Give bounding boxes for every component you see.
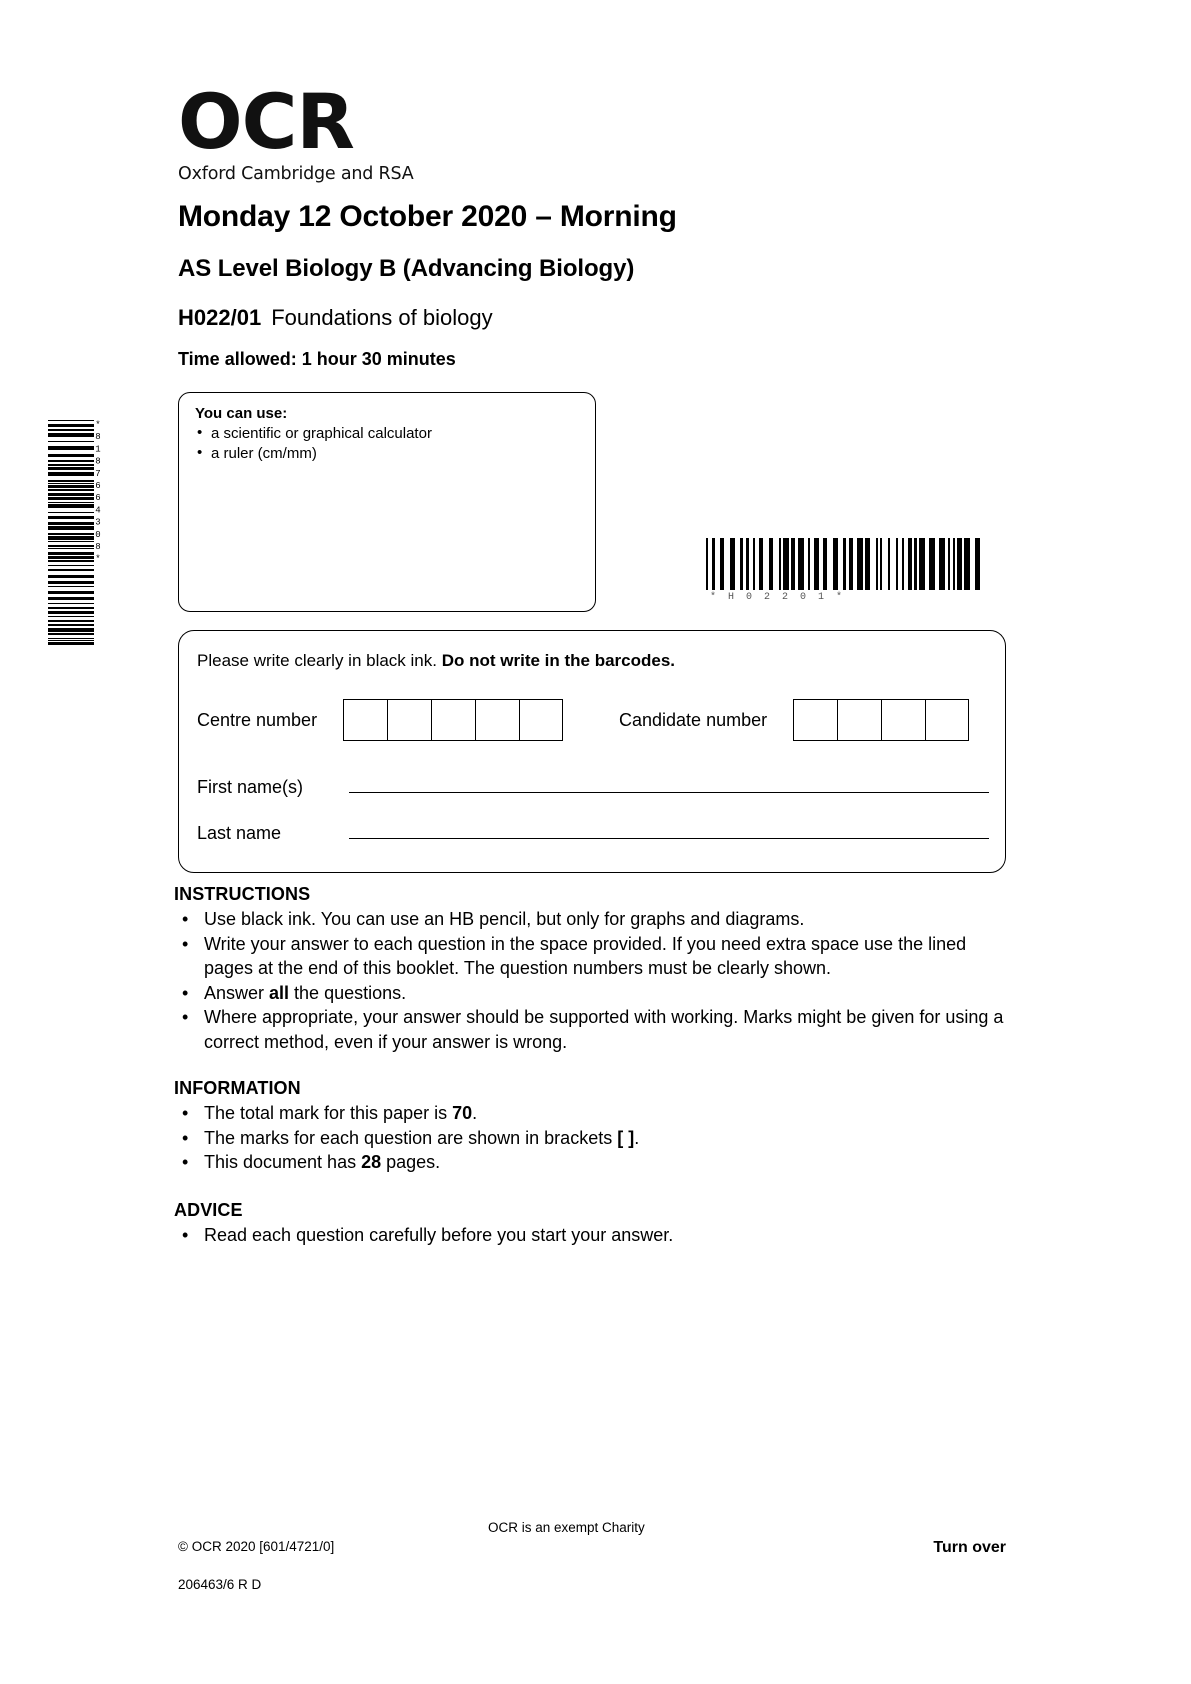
advice-heading: ADVICE bbox=[174, 1200, 243, 1220]
candidate-note-plain: Please write clearly in black ink. bbox=[197, 651, 442, 670]
information-section bbox=[174, 1078, 1004, 1175]
ocr-logo-mark: OCR bbox=[178, 77, 354, 166]
instructions-list bbox=[174, 907, 1004, 1054]
list-item: • Read each question carefully before you start your answer. bbox=[174, 1223, 1004, 1248]
list-item: • The total mark for this paper is 70. bbox=[174, 1101, 1004, 1126]
you-can-use-list bbox=[195, 424, 579, 464]
first-name-label: First name(s) bbox=[197, 777, 304, 797]
instructions-section bbox=[174, 884, 1004, 1054]
list-item: • Use black ink. You can use an HB pencil, but only for graphs and diagrams. bbox=[174, 907, 1004, 932]
digit-cell[interactable] bbox=[519, 699, 563, 741]
side-barcode-text: *8187664308* bbox=[93, 420, 103, 567]
candidate-number-input[interactable] bbox=[793, 699, 969, 741]
candidate-note-bold: Do not write in the barcodes. bbox=[441, 651, 676, 670]
side-barcode bbox=[40, 420, 102, 648]
information-list bbox=[174, 1101, 1004, 1175]
footer-copyright-line1: © OCR 2020 [601/4721/0] bbox=[178, 1539, 335, 1554]
centre-number-input[interactable] bbox=[343, 699, 563, 741]
information-heading: INFORMATION bbox=[174, 1078, 301, 1098]
footer-turn-over: Turn over bbox=[933, 1539, 1006, 1556]
digit-cell[interactable] bbox=[343, 699, 387, 741]
digit-cell[interactable] bbox=[475, 699, 519, 741]
advice-list bbox=[174, 1223, 1004, 1248]
centre-number-field bbox=[197, 699, 563, 741]
advice-section bbox=[174, 1200, 1004, 1248]
exam-date: Monday 12 October 2020 – Morning bbox=[178, 200, 677, 233]
list-item: • The marks for each question are shown in brackets [ ]. bbox=[174, 1126, 1004, 1151]
instructions-heading: INSTRUCTIONS bbox=[174, 884, 311, 904]
centre-number-label: Centre number bbox=[197, 709, 318, 730]
list-item: • Answer all the questions. bbox=[174, 981, 1004, 1006]
you-can-use-title: You can use: bbox=[195, 405, 288, 422]
footer-copyright bbox=[178, 1518, 334, 1613]
first-name-input[interactable] bbox=[349, 791, 989, 793]
footer-copyright-line2: 206463/6 R D bbox=[178, 1577, 262, 1592]
exam-time-allowed: Time allowed: 1 hour 30 minutes bbox=[178, 349, 456, 369]
digit-cell[interactable] bbox=[431, 699, 475, 741]
digit-cell[interactable] bbox=[387, 699, 431, 741]
side-barcode-bars bbox=[48, 420, 94, 648]
paper-barcode bbox=[706, 538, 986, 610]
paper-barcode-bars bbox=[706, 538, 986, 590]
last-name-input[interactable] bbox=[349, 837, 989, 839]
list-item: • Write your answer to each question in the space provided. If you need extra space use the lined pages at the end of this booklet. The question numbers must be clearly shown. bbox=[174, 932, 1004, 981]
digit-cell[interactable] bbox=[881, 699, 925, 741]
candidate-number-label: Candidate number bbox=[619, 709, 768, 730]
footer-charity: OCR is an exempt Charity bbox=[488, 1520, 645, 1535]
you-can-use-box bbox=[178, 392, 596, 612]
candidate-details-note bbox=[197, 651, 675, 671]
first-name-field bbox=[197, 777, 989, 798]
digit-cell[interactable] bbox=[837, 699, 881, 741]
list-item: • a ruler (cm/mm) bbox=[195, 444, 579, 464]
last-name-field bbox=[197, 823, 989, 844]
digit-cell[interactable] bbox=[925, 699, 969, 741]
ocr-logo-subtitle: Oxford Cambridge and RSA bbox=[178, 164, 414, 184]
candidate-details-box bbox=[178, 630, 1006, 873]
list-item: • Where appropriate, your answer should be supported with working. Marks might be given for using a correct method, even if your answer is wrong. bbox=[174, 1005, 1004, 1054]
list-item: • This document has 28 pages. bbox=[174, 1150, 1004, 1175]
ocr-logo bbox=[178, 77, 418, 184]
exam-unit-code: H022/01 bbox=[178, 305, 262, 330]
last-name-label: Last name bbox=[197, 823, 282, 843]
page-footer bbox=[178, 1518, 1006, 1592]
paper-barcode-text: *H02201* bbox=[710, 592, 855, 603]
candidate-number-field bbox=[619, 699, 969, 741]
exam-unit-title: Foundations of biology bbox=[271, 305, 493, 330]
list-item: • a scientific or graphical calculator bbox=[195, 424, 579, 444]
digit-cell[interactable] bbox=[793, 699, 837, 741]
exam-qualification: AS Level Biology B (Advancing Biology) bbox=[178, 255, 635, 282]
exam-unit bbox=[178, 305, 493, 331]
